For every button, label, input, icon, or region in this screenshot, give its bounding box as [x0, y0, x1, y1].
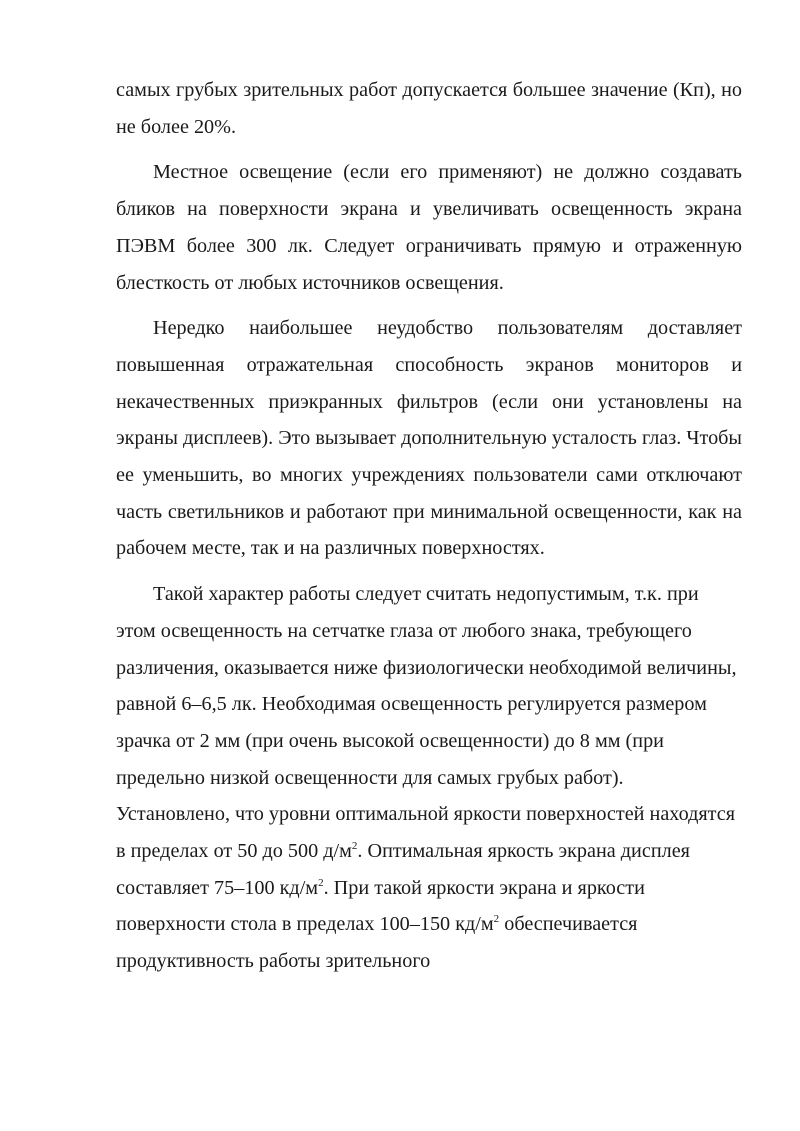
superscript-squared: 2 [351, 839, 358, 852]
paragraph-4-text-a: Такой характер работы следует считать недопустимым, т.к. при этом освещенность на сетчатке глаза от любого знака, требующего различения, оказывается ниже физиологически необходимой величины, равной 6–6,5 лк. Необходимая освещенность регулируется размером зрачка от 2 мм (при очень высокой освещенности) до 8 мм (при предельно низкой освещенности для самых грубых работ). Установлено, что уровни оптимальной яркости поверхностей находятся в пределах от 50 до 500 д/м [116, 583, 737, 863]
paragraph-4-text-c: . При такой яркости экрана и яркости поверхности стола в пределах 100–150 кд/м [116, 876, 645, 936]
paragraph-3: Нередко наибольшее неудобство пользователям доставляет повышенная отражательная способность экранов мониторов и некачественных приэкранных фильтров (если они установлены на экраны дисплеев). Это вызывает дополнительную усталость глаз. Чтобы ее уменьшить, во многих учреждениях пользователи сами отключают часть светильников и работают при минимальной освещенности, как на рабочем месте, так и на различных поверхностях. [116, 317, 742, 560]
paragraph-2: Местное освещение (если его применяют) не должно создавать бликов на поверхности экрана и увеличивать освещенность экрана ПЭВМ более 300 лк. Следует ограничивать прямую и отраженную блесткость от любых источников освещения. [116, 161, 742, 294]
superscript-squared: 2 [493, 913, 500, 926]
superscript-squared: 2 [318, 876, 324, 889]
paragraph-4-text-d: обеспечивается продуктивность работы зрительного [116, 913, 638, 973]
paragraph-1: самых грубых зрительных работ допускается большее значение (Кп), но не более 20%. [116, 79, 742, 138]
paragraph-4 [116, 576, 742, 980]
document-page [116, 72, 742, 989]
paragraph-4-text-b: . Оптимальная яркость экрана дисплея составляет 75–100 кд/м [116, 840, 690, 899]
